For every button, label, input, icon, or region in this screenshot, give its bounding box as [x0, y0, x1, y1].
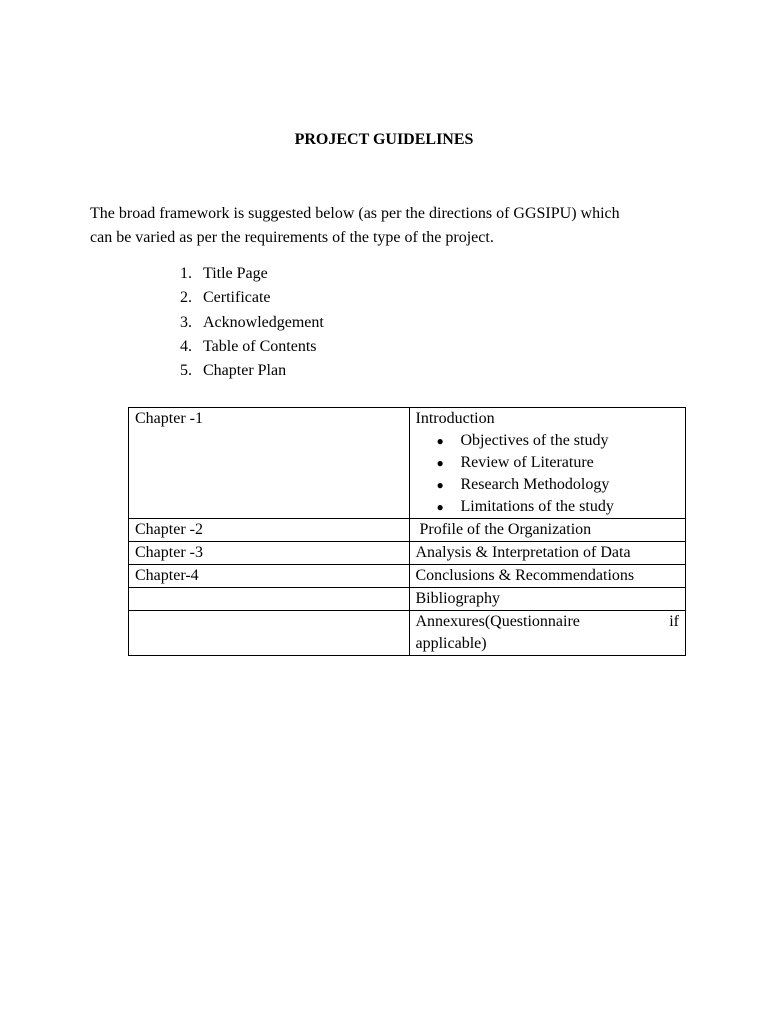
list-item — [180, 286, 324, 310]
list-number: 5. — [180, 362, 192, 380]
content-label: Profile of the Organization — [419, 521, 592, 538]
intro-line: The broad framework is suggested below (as per the directions of GGSIPU) which — [90, 205, 620, 222]
table-row — [129, 408, 686, 519]
list-item-label: Chapter Plan — [203, 362, 287, 380]
list-number: 3. — [180, 313, 192, 331]
bullet-item — [437, 496, 680, 518]
list-item — [180, 359, 324, 383]
intro-line: can be varied as per the requirements of the type of the project. — [90, 229, 494, 246]
bullet-label: Limitations of the study — [460, 498, 614, 515]
content-label: if — [669, 613, 679, 630]
list-number: 1. — [180, 265, 192, 282]
chapter-cell: Chapter-4 — [129, 565, 410, 588]
table-row — [129, 588, 686, 611]
intro-paragraph — [90, 202, 690, 250]
bullet-label: Research Methodology — [460, 476, 610, 493]
bullet-icon: ● — [436, 500, 444, 514]
content-cell — [409, 519, 686, 542]
bullet-icon: ● — [436, 456, 444, 470]
chapter-cell — [129, 611, 410, 656]
guideline-list — [180, 262, 324, 383]
page-title: PROJECT GUIDELINES — [294, 131, 474, 148]
content-cell — [409, 408, 686, 519]
chapter-plan-table — [128, 407, 686, 656]
table-row — [129, 519, 686, 542]
table-row — [129, 565, 686, 588]
list-item — [180, 335, 324, 359]
list-item-label: Acknowledgement — [203, 313, 324, 331]
table-row — [129, 542, 686, 565]
bullet-icon: ● — [436, 434, 444, 448]
chapter-cell: Chapter -1 — [129, 408, 410, 519]
chapter-cell: Chapter -2 — [129, 519, 410, 542]
list-number: 2. — [180, 289, 192, 307]
content-cell: Analysis & Interpretation of Data — [409, 542, 686, 565]
bullet-list — [416, 430, 680, 518]
chapter-cell: Chapter -3 — [129, 542, 410, 565]
bullet-item — [437, 452, 680, 474]
bullet-label: Review of Literature — [460, 454, 594, 471]
content-label: applicable) — [415, 635, 487, 652]
list-number: 4. — [180, 337, 192, 355]
content-line — [416, 611, 680, 633]
list-item — [180, 262, 324, 286]
content-cell: Bibliography — [409, 588, 686, 611]
table-row — [129, 611, 686, 656]
bullet-item — [437, 474, 680, 496]
content-heading: Introduction — [415, 410, 495, 427]
list-item-label: Table of Contents — [203, 337, 317, 355]
bullet-item — [437, 430, 680, 452]
content-cell — [409, 611, 686, 656]
list-item — [180, 311, 324, 335]
list-item-label: Certificate — [203, 289, 271, 307]
bullet-icon: ● — [436, 478, 444, 492]
list-item-label: Title Page — [203, 265, 268, 282]
content-cell: Conclusions & Recommendations — [409, 565, 686, 588]
content-label: Annexures(Questionnaire — [415, 613, 580, 630]
bullet-label: Objectives of the study — [460, 432, 609, 449]
chapter-cell — [129, 588, 410, 611]
